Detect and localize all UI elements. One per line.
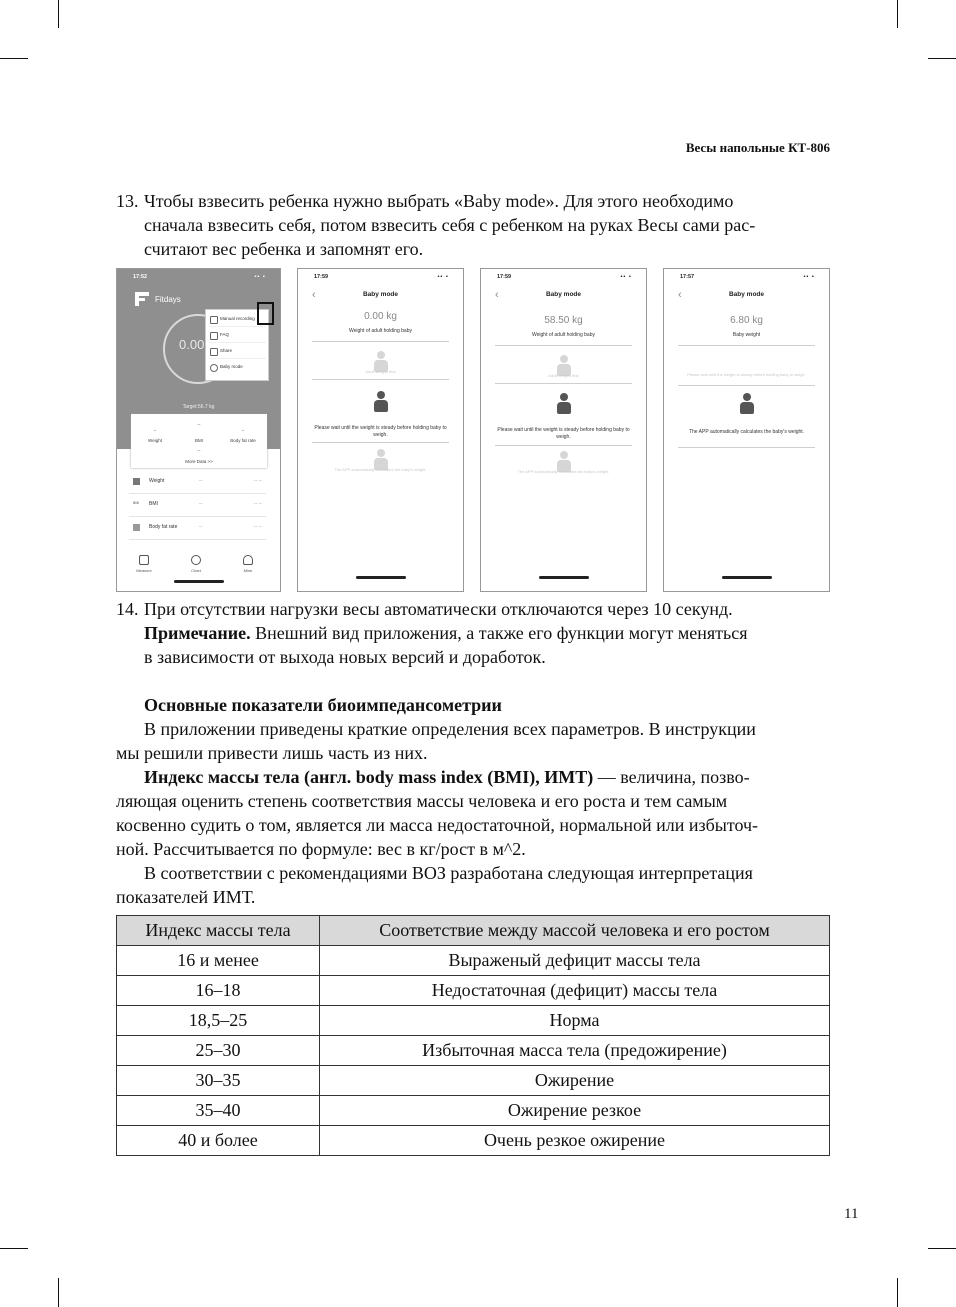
app-logo-icon bbox=[135, 292, 149, 306]
card-dash: -- bbox=[197, 422, 201, 427]
table-cell: Недостаточная (дефицит) массы тела bbox=[320, 976, 830, 1006]
divider bbox=[495, 383, 632, 384]
divider bbox=[678, 345, 815, 346]
instruction-text: Please wait until the weight is steady before holding baby to weigh. bbox=[314, 425, 447, 438]
row-label: BMI bbox=[149, 501, 158, 507]
bmi-icon: BMI bbox=[133, 501, 140, 505]
card-dash: -- bbox=[241, 428, 245, 433]
screen-title: Baby mode bbox=[728, 291, 765, 298]
table-cell: Выраженый дефицит массы тела bbox=[320, 946, 830, 976]
back-icon[interactable]: ‹ bbox=[678, 289, 682, 301]
table-cell: 16–18 bbox=[117, 976, 320, 1006]
text-line: ляющая оценить степень соответствия массы человека и его роста и тем самым bbox=[116, 791, 728, 811]
crop-mark bbox=[0, 58, 28, 59]
home-indicator bbox=[722, 576, 772, 579]
back-icon[interactable]: ‹ bbox=[312, 289, 316, 301]
text-line: показателей ИМТ. bbox=[116, 887, 256, 907]
crop-mark bbox=[928, 58, 956, 59]
nav-chart[interactable]: Chart bbox=[181, 555, 211, 573]
status-time: 17:57 bbox=[680, 274, 695, 280]
weight-value: 58.50 kg bbox=[544, 315, 583, 326]
nav-mine[interactable]: Mine bbox=[233, 555, 263, 573]
card-dash: -- bbox=[153, 428, 157, 433]
weight-value: 0.00 kg bbox=[364, 311, 397, 322]
crop-mark bbox=[58, 1278, 59, 1307]
text-line: Чтобы взвесить ребенка нужно выбрать «Baby mode». Для этого необходимо bbox=[144, 191, 734, 211]
table-row bbox=[117, 1006, 830, 1036]
card-label-bmi: BMI bbox=[194, 438, 203, 443]
more-data-link[interactable]: More Data >> bbox=[185, 459, 213, 464]
status-time: 17:52 bbox=[133, 274, 148, 280]
faq-icon bbox=[210, 332, 218, 340]
row-change: -- -- bbox=[253, 501, 262, 507]
target-weight: Target:56.7 kg bbox=[182, 404, 215, 410]
app-screenshot-home bbox=[116, 268, 281, 592]
divider bbox=[495, 345, 632, 346]
table-cell: 25–30 bbox=[117, 1036, 320, 1066]
back-icon[interactable]: ‹ bbox=[495, 289, 499, 301]
table-cell: Очень резкое ожирение bbox=[320, 1126, 830, 1156]
step-hint: The APP automatically calculates the baby's weight. bbox=[517, 469, 610, 474]
bodyfat-icon bbox=[133, 524, 140, 531]
section-heading: Основные показатели биоимпедансометрии bbox=[144, 695, 502, 715]
card-label-weight: Weight bbox=[148, 438, 162, 443]
table-header: Индекс массы тела bbox=[117, 916, 320, 946]
weight-value: 6.80 kg bbox=[730, 315, 763, 326]
row-value: -- bbox=[199, 478, 203, 484]
text-line: В соответствии с рекомендациями ВОЗ разработана следующая интерпретация bbox=[144, 863, 753, 883]
edit-icon bbox=[210, 316, 218, 324]
divider bbox=[678, 447, 815, 448]
text-line: мы решили привести лишь часть из них. bbox=[116, 743, 428, 763]
row-change: -- -- bbox=[253, 478, 262, 484]
screen-title: Baby mode bbox=[362, 291, 399, 298]
table-row bbox=[117, 976, 830, 1006]
bmi-table bbox=[116, 915, 830, 1156]
note-label: Примечание. bbox=[144, 623, 251, 643]
metric-row[interactable] bbox=[129, 517, 266, 540]
measure-icon bbox=[139, 555, 149, 565]
divider bbox=[678, 385, 815, 386]
row-value: -- bbox=[199, 501, 203, 507]
metric-row[interactable] bbox=[129, 494, 266, 517]
home-indicator bbox=[356, 576, 406, 579]
status-icons: ▪▪ ▪ bbox=[620, 274, 632, 280]
divider bbox=[312, 442, 449, 443]
home-indicator bbox=[539, 576, 589, 579]
crop-mark bbox=[897, 0, 898, 28]
step-number: 13. bbox=[116, 191, 139, 211]
adult-with-baby-icon bbox=[374, 391, 388, 413]
app-name: Fitdays bbox=[155, 295, 181, 304]
share-icon bbox=[210, 348, 218, 356]
step-hint: Please wait until the weight is steady before holding baby to weigh. bbox=[687, 372, 806, 377]
menu-item-manual-recording[interactable]: Manual recording bbox=[210, 312, 266, 327]
table-row bbox=[117, 1096, 830, 1126]
text-line: В приложении приведены краткие определения всех параметров. В инструкции bbox=[144, 719, 756, 739]
text-line: считают вес ребенка и запомнят его. bbox=[144, 239, 424, 259]
table-cell: Избыточная масса тела (предожирение) bbox=[320, 1036, 830, 1066]
summary-card bbox=[131, 414, 267, 468]
status-icons: ▪▪ ▪ bbox=[437, 274, 449, 280]
text-line: ной. Рассчитывается по формуле: вес в кг/рост в м^2. bbox=[116, 839, 526, 859]
table-header: Соответствие между массой человека и его ростом bbox=[320, 916, 830, 946]
highlight-box bbox=[257, 302, 274, 325]
step-hint: Adult weighs first bbox=[365, 369, 396, 374]
baby-icon bbox=[210, 364, 218, 372]
table-cell: 30–35 bbox=[117, 1066, 320, 1096]
crop-mark bbox=[928, 1248, 956, 1249]
profile-icon bbox=[243, 555, 253, 565]
card-label-bodyfat: Body fat rate bbox=[230, 438, 256, 443]
app-screenshot-baby-mode-2 bbox=[480, 268, 647, 592]
scale-icon bbox=[133, 478, 140, 485]
table-row bbox=[117, 1126, 830, 1156]
text-line: сначала взвесить себя, потом взвесить себя с ребенком на руках Весы сами рас- bbox=[144, 215, 756, 235]
weight-caption: Weight of adult holding baby bbox=[348, 328, 412, 334]
status-icons: ▪▪ ▪ bbox=[803, 274, 815, 280]
step-hint: The APP automatically calculates the baby's weight. bbox=[334, 467, 427, 472]
row-value: -- bbox=[199, 524, 203, 530]
status-icons: ▪▪ ▪ bbox=[254, 274, 266, 280]
step-number: 14. bbox=[116, 599, 139, 619]
crop-mark bbox=[58, 0, 59, 28]
table-row bbox=[117, 1066, 830, 1096]
divider bbox=[312, 341, 449, 342]
weight-caption: Weight of adult holding baby bbox=[531, 332, 595, 338]
text-line: Примечание. Внешний вид приложения, а также его функции могут меняться bbox=[144, 623, 748, 643]
table-header-row bbox=[117, 916, 830, 946]
table-cell: Норма bbox=[320, 1006, 830, 1036]
screen-title: Baby mode bbox=[545, 291, 582, 298]
table-cell: Ожирение резкое bbox=[320, 1096, 830, 1126]
row-label: Body fat rate bbox=[149, 524, 178, 530]
status-time: 17:59 bbox=[497, 274, 512, 280]
table-cell: Ожирение bbox=[320, 1066, 830, 1096]
text-line: в зависимости от выхода новых версий и доработок. bbox=[144, 647, 546, 667]
step-hint: Adult weighs first bbox=[548, 373, 579, 378]
card-dash: -- bbox=[197, 448, 201, 453]
weight-caption: Baby weight bbox=[732, 332, 761, 338]
divider bbox=[312, 379, 449, 380]
text-line: При отсутствии нагрузки весы автоматически отключаются через 10 секунд. bbox=[144, 599, 733, 619]
nav-measure[interactable]: Measure bbox=[129, 555, 159, 573]
bmi-term: Индекс массы тела (англ. body mass index (BMI), ИМТ) bbox=[144, 767, 594, 787]
divider bbox=[495, 445, 632, 446]
table-cell: 35–40 bbox=[117, 1096, 320, 1126]
section-body bbox=[116, 717, 830, 909]
crop-mark bbox=[0, 1248, 28, 1249]
row-label: Weight bbox=[149, 478, 165, 484]
table-cell: 18,5–25 bbox=[117, 1006, 320, 1036]
instruction-text: Please wait until the weight is steady before holding baby to weigh. bbox=[497, 427, 630, 440]
text-line: Индекс массы тела (англ. body mass index (BMI), ИМТ) — величина, позво- bbox=[144, 767, 750, 787]
table-row bbox=[117, 1036, 830, 1066]
baby-icon bbox=[740, 393, 754, 415]
menu-item-share[interactable]: Share bbox=[210, 344, 266, 359]
text-line: косвенно судить о том, является ли масса недостаточной, нормальной или избыточ- bbox=[116, 815, 759, 835]
page-number: 11 bbox=[844, 1206, 859, 1222]
row-change: -- -- bbox=[253, 524, 262, 530]
adult-with-baby-icon bbox=[557, 393, 571, 415]
crop-mark bbox=[897, 1278, 898, 1307]
status-time: 17:59 bbox=[314, 274, 329, 280]
app-screenshot-baby-mode-3 bbox=[663, 268, 830, 592]
menu-item-faq[interactable]: FAQ bbox=[210, 328, 266, 343]
home-indicator bbox=[174, 580, 224, 583]
weight-value: 0.00 bbox=[179, 337, 205, 352]
instruction-text: The APP automatically calculates the baby's weight. bbox=[688, 429, 805, 435]
metric-row[interactable] bbox=[129, 471, 266, 494]
step14-text bbox=[144, 597, 747, 669]
table-row bbox=[117, 946, 830, 976]
menu-item-baby-mode[interactable]: Baby mode bbox=[210, 360, 266, 374]
table-cell: 16 и менее bbox=[117, 946, 320, 976]
table-cell: 40 и более bbox=[117, 1126, 320, 1156]
bottom-nav bbox=[129, 555, 266, 579]
running-header: Весы напольные КТ-806 bbox=[685, 140, 830, 155]
step13-text bbox=[144, 189, 755, 261]
chart-icon bbox=[191, 555, 201, 565]
app-screenshot-baby-mode-1 bbox=[297, 268, 464, 592]
